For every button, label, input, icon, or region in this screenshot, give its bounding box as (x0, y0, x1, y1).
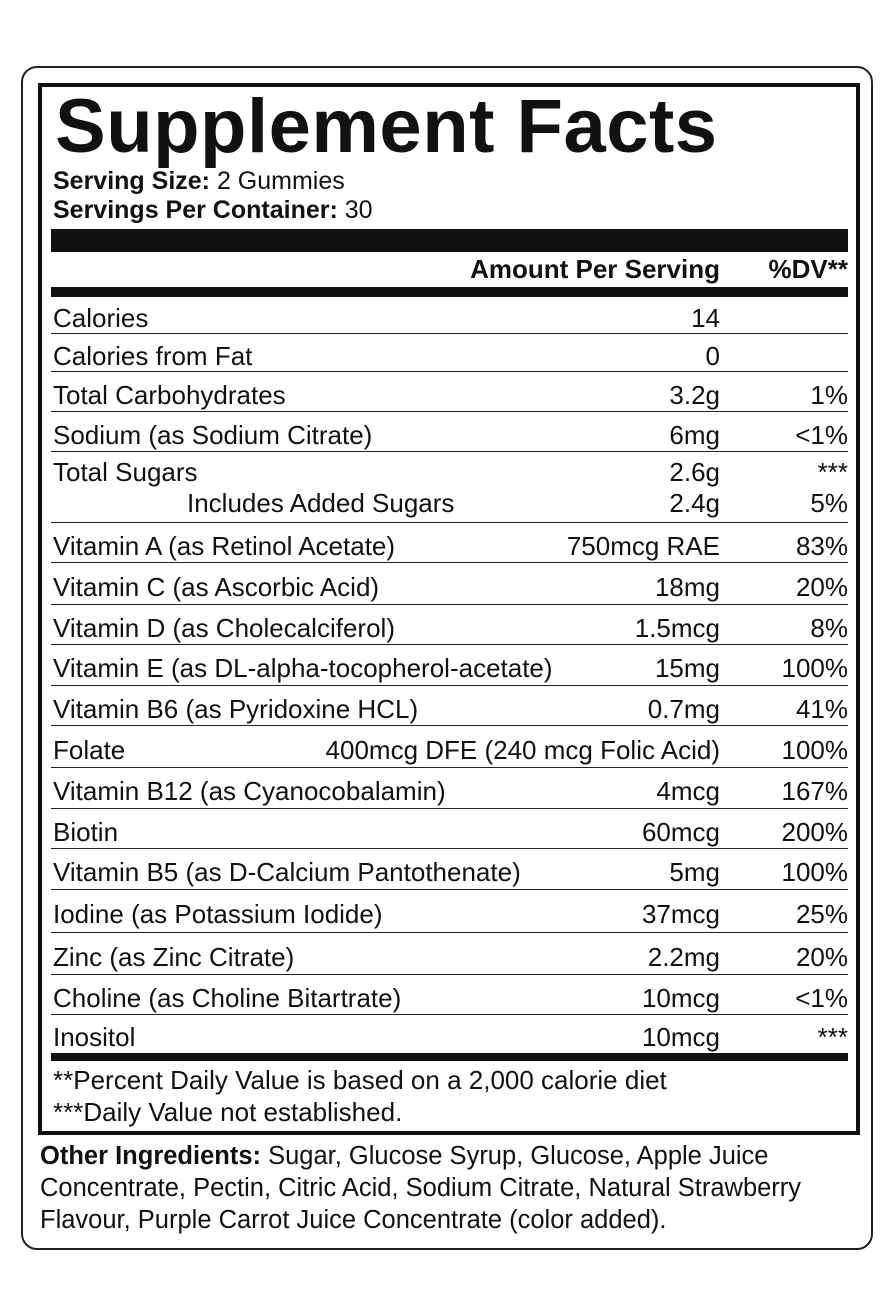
nutrient-daily-value: <1% (795, 982, 848, 1013)
nutrient-amount: 0.7mg (647, 693, 720, 724)
nutrient-amount: 18mg (654, 571, 720, 602)
row-divider (51, 562, 848, 564)
nutrient-name: Inositol (53, 1021, 136, 1052)
nutrient-daily-value: 5% (810, 488, 848, 518)
nutrient-daily-value: 1% (810, 379, 848, 410)
row-divider (51, 644, 848, 646)
nutrient-amount: 0 (705, 340, 720, 371)
nutrient-daily-value: 100% (781, 653, 848, 683)
thick-divider-bottom (51, 1053, 848, 1061)
nutrient-name: Choline (as Choline Bitartrate) (53, 982, 402, 1013)
nutrient-daily-value: 100% (781, 734, 848, 765)
header-daily-value: %DV** (768, 254, 848, 284)
nutrient-name: Folate (53, 734, 126, 765)
table-row (51, 1018, 848, 1053)
nutrient-name: Biotin (53, 816, 119, 847)
row-divider (51, 411, 848, 413)
nutrient-name: Vitamin B12 (as Cyanocobalamin) (53, 776, 446, 806)
nutrient-daily-value: *** (817, 1021, 848, 1052)
nutrient-amount: 2.2mg (647, 941, 720, 972)
table-row (51, 689, 848, 726)
nutrient-amount: 4mcg (656, 776, 720, 806)
nutrient-name: Zinc (as Zinc Citrate) (53, 941, 295, 972)
nutrient-name: Vitamin B6 (as Pyridoxine HCL) (53, 693, 419, 724)
row-divider (51, 522, 848, 524)
row-divider (51, 685, 848, 687)
table-row (51, 566, 848, 605)
table-row (51, 455, 848, 523)
nutrient-amount: 400mcg DFE (240 mcg Folic Acid) (325, 734, 720, 765)
table-row (51, 978, 848, 1015)
thick-divider-header (51, 287, 848, 297)
nutrient-daily-value: 41% (795, 693, 848, 724)
row-divider (51, 333, 848, 335)
nutrient-daily-value: <1% (795, 419, 848, 450)
row-divider (51, 848, 848, 850)
nutrient-name: Total Carbohydrates (53, 379, 286, 410)
nutrient-daily-value: 200% (781, 816, 848, 847)
nutrient-amount: 15mg (654, 653, 720, 683)
nutrient-name: Vitamin D (as Cholecalciferol) (53, 612, 395, 643)
nutrient-amount: 2.6g (669, 457, 720, 487)
nutrient-daily-value: 83% (795, 530, 848, 561)
table-row (51, 300, 848, 334)
row-divider (51, 725, 848, 727)
table-row (51, 375, 848, 412)
nutrient-amount: 6mg (669, 419, 720, 450)
table-row (51, 337, 848, 372)
serving-size-value: 2 Gummies (210, 167, 345, 195)
nutrient-name: Iodine (as Potassium Iodide) (53, 899, 383, 929)
header-amount-per-serving: Amount Per Serving (470, 254, 720, 284)
servings-per-container (53, 196, 373, 224)
nutrient-name: Vitamin B5 (as D-Calcium Pantothenate) (53, 857, 521, 887)
nutrient-name: Total Sugars (53, 457, 198, 487)
other-ingredients (40, 1140, 860, 1236)
nutrient-daily-value: 20% (795, 571, 848, 602)
other-ingredients-text: Sugar, Glucose Syrup, Glucose, Apple Juice Concentrate, Pectin, Citric Acid, Sodium Citrate, Natural Strawberry Flavour, Purple Carrot Juice Concentrate (color added). (40, 1142, 802, 1234)
nutrient-amount: 60mcg (641, 816, 720, 847)
nutrient-name: Includes Added Sugars (187, 488, 455, 518)
nutrient-name: Vitamin E (as DL-alpha-tocopherol-acetate) (53, 653, 553, 683)
nutrient-daily-value: 8% (810, 612, 848, 643)
row-divider (51, 974, 848, 976)
nutrient-amount: 1.5mcg (634, 612, 720, 643)
servings-per-container-value: 30 (337, 196, 373, 224)
row-divider (51, 371, 848, 373)
footnote-not-established: ***Daily Value not established. (53, 1097, 403, 1127)
row-divider (51, 808, 848, 810)
nutrient-amount: 10mcg (641, 1021, 720, 1052)
nutrient-amount: 2.4g (669, 488, 720, 518)
table-row (51, 608, 848, 645)
table-row (51, 812, 848, 849)
table-row (51, 936, 848, 975)
servings-per-container-label: Servings Per Container: (53, 196, 338, 224)
nutrient-name: Calories (53, 303, 149, 333)
table-row (51, 526, 848, 563)
serving-size (53, 167, 345, 195)
footnote-daily-value: **Percent Daily Value is based on a 2,000 calorie diet (53, 1065, 667, 1095)
nutrient-amount: 37mcg (641, 899, 720, 929)
nutrient-amount: 3.2g (669, 379, 720, 410)
panel-title: Supplement Facts (55, 84, 718, 169)
row-divider (51, 1014, 848, 1016)
table-row (51, 729, 848, 768)
nutrient-amount: 5mg (669, 857, 720, 887)
row-divider (51, 451, 848, 453)
nutrient-name: Sodium (as Sodium Citrate) (53, 419, 373, 450)
nutrient-daily-value: 25% (795, 899, 848, 929)
row-divider (51, 889, 848, 891)
table-row (51, 893, 848, 933)
nutrient-daily-value: *** (817, 457, 848, 487)
thick-divider-top (51, 229, 848, 252)
nutrient-daily-value: 100% (781, 857, 848, 887)
nutrient-daily-value: 20% (795, 941, 848, 972)
nutrient-amount: 10mcg (641, 982, 720, 1013)
nutrient-amount: 750mcg RAE (566, 530, 720, 561)
nutrient-name: Vitamin A (as Retinol Acetate) (53, 530, 396, 561)
other-ingredients-label: Other Ingredients: (40, 1142, 262, 1170)
table-row (51, 415, 848, 452)
serving-size-label: Serving Size: (53, 167, 210, 195)
nutrient-amount: 14 (691, 303, 720, 333)
nutrient-name: Calories from Fat (53, 340, 253, 371)
table-row (51, 771, 848, 809)
table-row (51, 648, 848, 686)
row-divider (51, 767, 848, 769)
nutrient-name: Vitamin C (as Ascorbic Acid) (53, 571, 380, 602)
row-divider (51, 604, 848, 606)
nutrient-daily-value: 167% (781, 776, 848, 806)
row-divider (51, 932, 848, 934)
table-row (51, 852, 848, 890)
